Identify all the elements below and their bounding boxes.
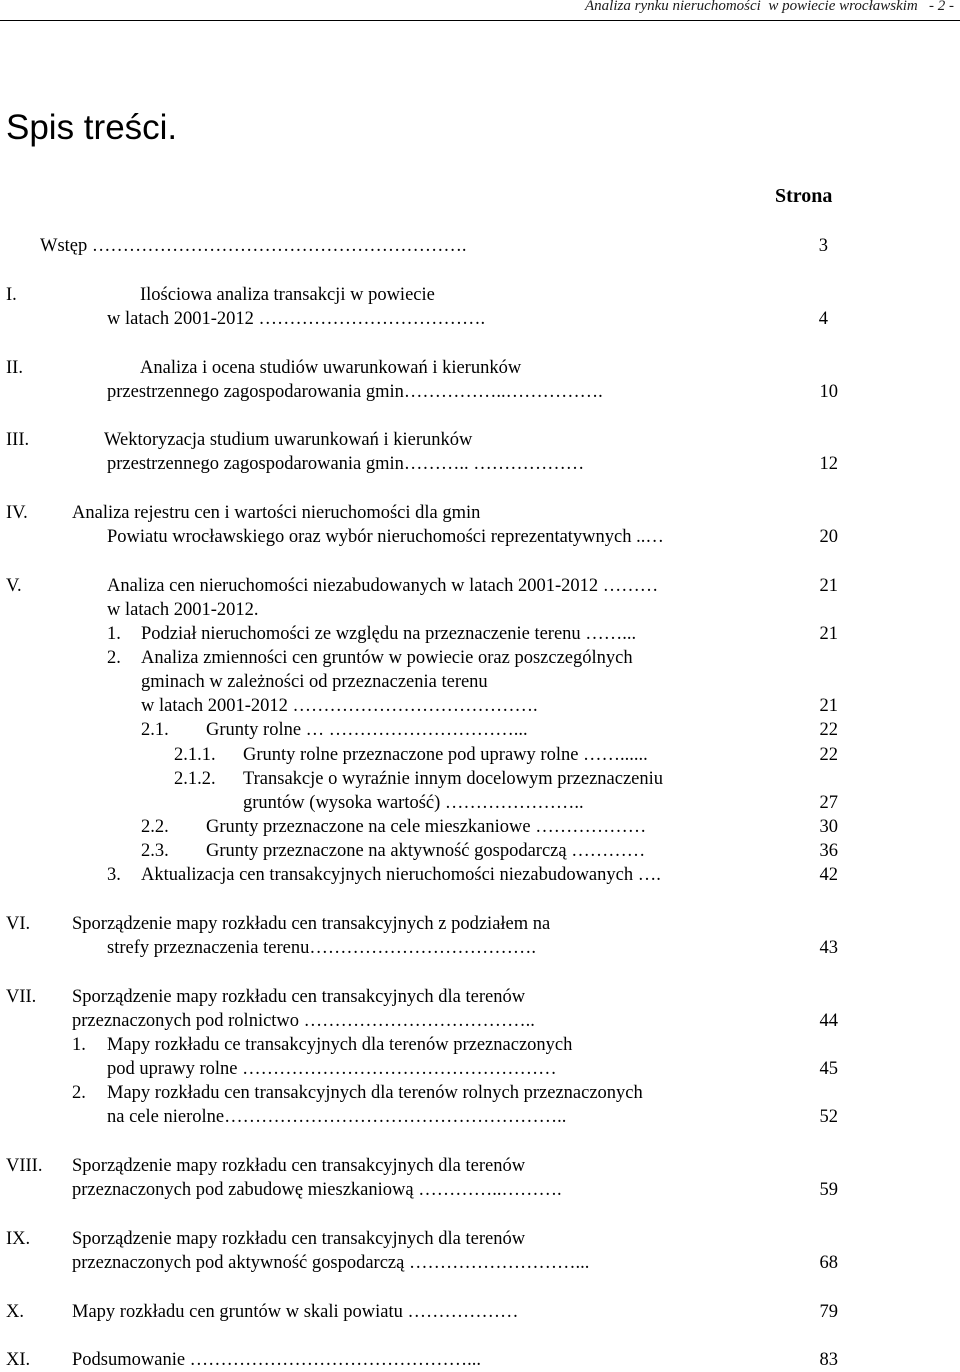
toc-subentry-text[interactable]: na cele nierolne……………………………………………….. [107,1107,567,1127]
header-page-number: - 2 - [929,0,954,14]
toc-subentry-text[interactable]: Podział nieruchomości ze względu na przeznaczenie terenu ……... [141,624,637,644]
toc-subentry-text[interactable]: gruntów (wysoka wartość) ………………….. [243,793,584,813]
toc-subentry-number: 2.1. [141,720,169,740]
toc-page-number: 21 [819,576,838,596]
toc-subentry-text[interactable]: Mapy rozkładu cen transakcyjnych dla terenów rolnych przeznaczonych [107,1083,643,1103]
toc-entry-text[interactable]: Powiatu wrocławskiego oraz wybór nieruchomości reprezentatywnych ..… [107,527,664,547]
toc-entry-number: VII. [6,987,37,1007]
toc-entry-number: I. [6,285,17,305]
toc-subentry-text[interactable]: Grunty rolne przeznaczone pod uprawy rolne ……...... [243,745,648,765]
toc-entry-text[interactable]: przestrzennego zagospodarowania gmin……….. ……………… [107,454,585,474]
toc-subentry-number: 2. [107,648,121,668]
toc-entry-text[interactable]: Wstęp ……………………………………………………. [40,236,467,256]
toc-entry-text[interactable]: Wektoryzacja studium uwarunkowań i kierunków [104,430,473,450]
toc-entry-text[interactable]: Mapy rozkładu cen gruntów w skali powiatu ……………… [72,1302,519,1322]
toc-subentry-text[interactable]: Mapy rozkładu ce transakcyjnych dla terenów przeznaczonych [107,1035,573,1055]
toc-entry-text[interactable]: Analiza i ocena studiów uwarunkowań i kierunków [140,358,522,378]
toc-page-number: 83 [819,1350,838,1370]
toc-subentry-number: 2.3. [141,841,169,861]
running-header [585,0,954,15]
toc-page-number: 36 [819,841,838,861]
toc-page-number: 21 [819,696,838,716]
toc-page-number: 20 [819,527,838,547]
toc-page-number: 43 [819,938,838,958]
toc-entry-text[interactable]: Analiza cen nieruchomości niezabudowanych w latach 2001-2012 ……… [107,576,659,596]
toc-entry-text[interactable]: Sporządzenie mapy rozkładu cen transakcyjnych dla terenów [72,987,526,1007]
toc-entry-number: XI. [6,1350,31,1370]
toc-page-number: 27 [819,793,838,813]
toc-entry-text[interactable]: Sporządzenie mapy rozkładu cen transakcyjnych dla terenów [72,1156,526,1176]
toc-page-number: 4 [818,309,828,329]
toc-subentry-text[interactable]: pod uprawy rolne …………………………………………… [107,1059,557,1079]
toc-page-number: 10 [819,382,838,402]
toc-page-number: 68 [819,1253,838,1273]
toc-page-number: 79 [819,1302,838,1322]
toc-entry-number: III. [6,430,30,450]
toc-entry-number: IV. [6,503,28,523]
toc-subentry-number: 1. [72,1035,86,1055]
toc-subentry-number: 2.1.1. [174,745,216,765]
toc-entry-text[interactable]: przeznaczonych pod aktywność gospodarczą ………………………... [72,1253,590,1273]
toc-entry-text[interactable]: w latach 2001-2012. [107,600,259,620]
toc-subentry-text[interactable]: Aktualizacja cen transakcyjnych nieruchomości niezabudowanych …. [141,865,661,885]
page-title: Spis treści. [6,108,178,147]
toc-entry-text[interactable]: Sporządzenie mapy rozkładu cen transakcyjnych z podziałem na [72,914,551,934]
toc-subentry-text[interactable]: Grunty rolne … …………………………... [206,720,528,740]
toc-subentry-text[interactable]: Grunty przeznaczone na aktywność gospodarczą ………… [206,841,646,861]
running-title: Analiza rynku nieruchomości w powiecie wrocławskim [585,0,918,14]
toc-entry-number: VIII. [6,1156,43,1176]
toc-page-number: 22 [819,745,838,765]
toc-subentry-number: 2. [72,1083,86,1103]
toc-subentry-number: 2.1.2. [174,769,216,789]
toc-subentry-text[interactable]: Grunty przeznaczone na cele mieszkaniowe ……………… [206,817,647,837]
toc-page-number: 12 [819,454,838,474]
toc-entry-number: II. [6,358,23,378]
toc-subentry-number: 2.2. [141,817,169,837]
toc-subentry-text[interactable]: Analiza zmienności cen gruntów w powiecie oraz poszczególnych [141,648,633,668]
toc-entry-number: IX. [6,1229,31,1249]
toc-entry-number: VI. [6,914,31,934]
toc-entry-text[interactable]: w latach 2001-2012 ………………………………. [107,309,486,329]
toc-subentry-text[interactable]: Transakcje o wyraźnie innym docelowym przeznaczeniu [243,769,664,789]
toc-page-number: 44 [819,1011,838,1031]
toc-entry-text[interactable]: strefy przeznaczenia terenu………………………………. [107,938,536,958]
toc-page-number: 30 [819,817,838,837]
toc-subentry-number: 3. [107,865,121,885]
toc-entry-text[interactable]: Podsumowanie ………………………………………... [72,1350,482,1370]
toc-entry-text[interactable]: przeznaczonych pod rolnictwo ……………………………….. [72,1011,535,1031]
toc-page-number: 59 [819,1180,838,1200]
toc-entry-text[interactable]: Sporządzenie mapy rozkładu cen transakcyjnych dla terenów [72,1229,526,1249]
toc-page-number: 52 [819,1107,838,1127]
header-rule [0,20,960,21]
toc-entry-number: X. [6,1302,24,1322]
toc-page-number: 21 [819,624,838,644]
toc-page-number: 42 [819,865,838,885]
toc-page-number: 22 [819,720,838,740]
toc-entry-text[interactable]: przeznaczonych pod zabudowę mieszkaniową …………..………. [72,1180,562,1200]
toc-entry-text[interactable]: przestrzennego zagospodarowania gmin……………..……………. [107,382,603,402]
toc-entry-text[interactable]: Analiza rejestru cen i wartości nieruchomości dla gmin [72,503,481,523]
toc-page-number: 3 [818,236,828,256]
toc-entry-text[interactable]: Ilościowa analiza transakcji w powiecie [140,285,435,305]
toc-page-number: 45 [819,1059,838,1079]
toc-entry-number: V. [6,576,22,596]
page-column-heading: Strona [775,185,833,207]
toc-subentry-text[interactable]: w latach 2001-2012 …………………………………. [141,696,538,716]
toc-subentry-number: 1. [107,624,121,644]
toc-subentry-text[interactable]: gminach w zależności od przeznaczenia terenu [141,672,488,692]
